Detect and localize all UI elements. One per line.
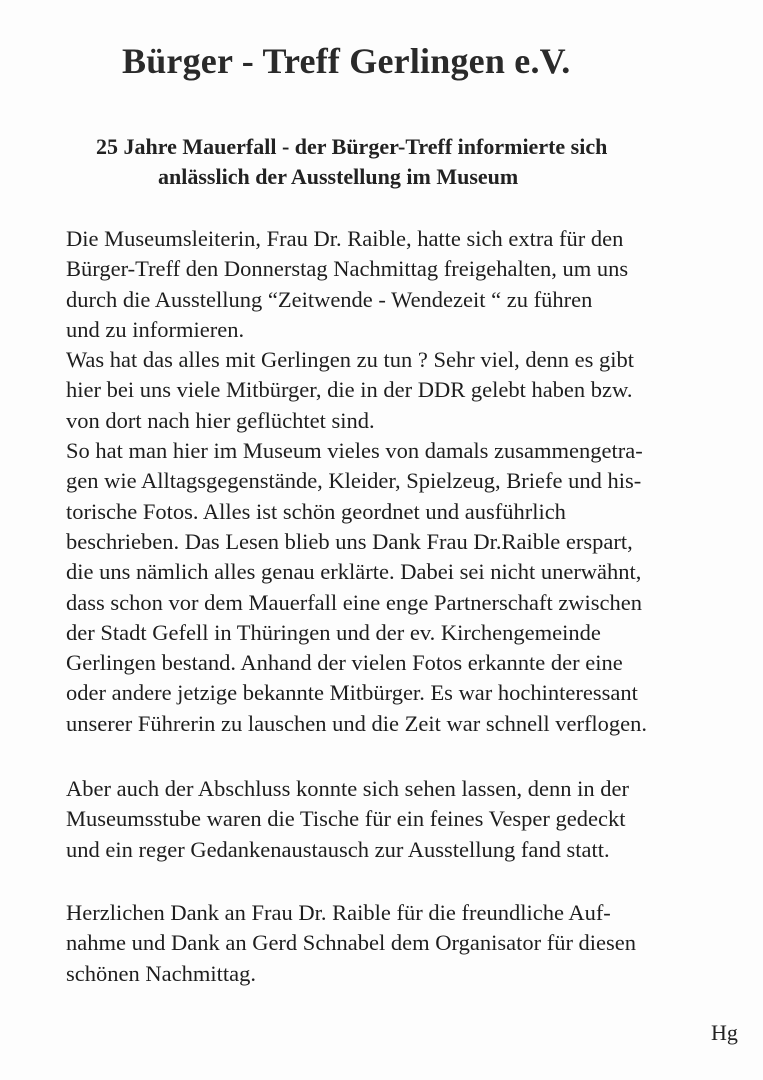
text-line: Gerlingen bestand. Anhand der vielen Fotos erkannte der eine [66,650,623,676]
text-line: Die Museumsleiterin, Frau Dr. Raible, hatte sich extra für den [66,226,624,251]
organization-title: Bürger - Treff Gerlingen e.V. [122,41,571,81]
text-line: hier bei uns viele Mitbürger, die in der DDR gelebt haben bzw. [66,377,633,403]
text-line: So hat man hier im Museum vieles von damals zusammengetra- [66,438,643,464]
text-line: schönen Nachmittag. [66,960,256,986]
text-line: dass schon vor dem Mauerfall eine enge Partnerschaft zwischen [66,589,643,615]
text-line: torische Fotos. Alles ist schön geordnet und ausführlich [66,498,566,524]
text-line: Museumsstube waren die Tische für ein feines Vesper gedeckt [66,806,626,832]
text-line: Bürger-Treff den Donnerstag Nachmittag freigehalten, um uns [66,256,629,282]
text-line: die uns nämlich alles genau erklärte. Dabei sei nicht unerwähnt, [66,559,642,585]
text-line: von dort nach hier geflüchtet sind. [66,407,375,433]
text-line: unserer Führerin zu lauschen und die Zeit war schnell verflogen. [66,710,648,736]
text-line: gen wie Alltagsgegenstände, Kleider, Spielzeug, Briefe und his- [66,468,642,494]
text-line: Aber auch der Abschluss konnte sich sehen lassen, denn in der [66,776,629,801]
text-line: Herzlichen Dank an Frau Dr. Raible für die freundliche Auf- [66,900,611,925]
text-line: beschrieben. Das Lesen blieb uns Dank Frau Dr.Raible erspart, [66,528,633,554]
text-line: und ein reger Gedankenaustausch zur Ausstellung fand statt. [66,836,610,862]
text-line: und zu informieren. [66,316,245,342]
subtitle-line-1: 25 Jahre Mauerfall - der Bürger-Treff informierte sich [96,134,608,159]
paragraph-2 [66,774,746,865]
subtitle-line-2: anlässlich der Ausstellung im Museum [158,164,519,189]
text-line: oder andere jetzige bekannte Mitbürger. Es war hochinteressant [66,680,638,706]
paragraph-3 [66,898,746,989]
author-signature: Hg [711,1020,738,1045]
text-line: der Stadt Gefell in Thüringen und der ev. Kirchengemeinde [66,619,601,645]
paragraph-1 [66,224,746,739]
text-line: durch die Ausstellung “Zeitwende - Wendezeit “ zu führen [66,286,593,312]
text-line: nahme und Dank an Gerd Schnabel dem Organisator für diesen [66,930,637,956]
text-line: Was hat das alles mit Gerlingen zu tun ? Sehr viel, denn es gibt [66,347,635,373]
